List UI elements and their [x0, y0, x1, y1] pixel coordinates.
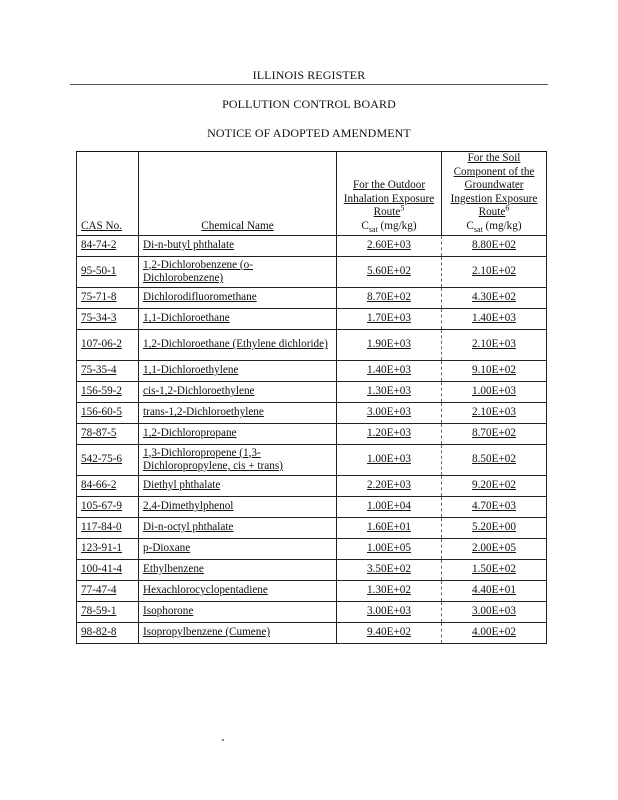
cell-cas — [77, 403, 139, 424]
cell-inhalation-value — [337, 560, 442, 581]
cell-cas-text: 105-67-9 — [81, 500, 123, 513]
table-row — [77, 361, 547, 382]
cell-inhalation-value — [337, 361, 442, 382]
cell-chemical-name-text: Di-n-octyl phthalate — [143, 521, 234, 534]
cell-inhalation-value — [337, 518, 442, 539]
cell-chemical-name-text: 1,2-Dichloroethane (Ethylene dichloride) — [143, 338, 328, 351]
table-row — [77, 424, 547, 445]
cell-groundwater-value — [442, 539, 547, 560]
cell-inhalation-value — [337, 623, 442, 644]
cell-inhalation-value-text: 3.50E+02 — [367, 563, 411, 576]
cell-inhalation-value — [337, 309, 442, 330]
cell-cas — [77, 445, 139, 476]
cell-cas-text: 156-60-5 — [81, 406, 123, 419]
cell-chemical-name-text: Isopropylbenzene (Cumene) — [143, 626, 271, 639]
cell-groundwater-value-text: 2.10E+03 — [472, 338, 516, 351]
table-row — [77, 476, 547, 497]
cell-cas — [77, 236, 139, 257]
cell-chemical-name — [139, 602, 337, 623]
chemical-table — [76, 151, 547, 644]
cell-groundwater-value-text: 8.50E+02 — [472, 453, 516, 466]
cell-chemical-name — [139, 518, 337, 539]
header-inhalation-unit: (mg/kg) — [377, 219, 417, 232]
cell-inhalation-value — [337, 403, 442, 424]
cell-groundwater-value-text: 2.00E+05 — [472, 542, 516, 555]
cell-inhalation-value — [337, 236, 442, 257]
cell-cas-text: 75-34-3 — [81, 312, 117, 325]
cell-chemical-name-text: 1,1-Dichloroethane — [143, 312, 230, 325]
cell-groundwater-value — [442, 309, 547, 330]
cell-groundwater-value-text: 4.30E+02 — [472, 291, 516, 304]
table-row — [77, 581, 547, 602]
cell-inhalation-value-text: 1.30E+03 — [367, 385, 411, 398]
table-row — [77, 539, 547, 560]
cell-groundwater-value-text: 8.80E+02 — [472, 239, 516, 252]
table-row — [77, 288, 547, 309]
cell-chemical-name — [139, 581, 337, 602]
cell-inhalation-value — [337, 424, 442, 445]
cell-groundwater-value — [442, 476, 547, 497]
table-row — [77, 560, 547, 581]
cell-groundwater-value-text: 4.00E+02 — [472, 626, 516, 639]
cell-inhalation-value-text: 3.00E+03 — [367, 605, 411, 618]
cell-cas-text: 78-59-1 — [81, 605, 117, 618]
cell-cas-text: 156-59-2 — [81, 385, 123, 398]
cell-inhalation-value-text: 1.60E+01 — [367, 521, 411, 534]
header-chemical-name: Chemical Name — [139, 152, 337, 236]
cell-cas — [77, 257, 139, 288]
cell-inhalation-value-text: 1.90E+03 — [367, 338, 411, 351]
cell-cas-text: 75-35-4 — [81, 364, 117, 377]
cell-inhalation-value-text: 1.30E+02 — [367, 584, 411, 597]
notice-title: NOTICE OF ADOPTED AMENDMENT — [207, 126, 411, 140]
header-groundwater-symbol-sub: sat — [473, 224, 483, 234]
cell-cas-text: 78-87-5 — [81, 427, 117, 440]
cell-cas-text: 95-50-1 — [81, 265, 117, 278]
header-inhalation-symbol-sub: sat — [368, 224, 378, 234]
cell-chemical-name-text: 1,2-Dichlorobenzene (o-Dichlorobenzene) — [143, 258, 253, 284]
cell-groundwater-value-text: 9.20E+02 — [472, 479, 516, 492]
cell-groundwater-value — [442, 403, 547, 424]
cell-cas-text: 100-41-4 — [81, 563, 123, 576]
header-inhalation — [337, 152, 442, 236]
table-row — [77, 257, 547, 288]
cell-groundwater-value — [442, 257, 547, 288]
cell-groundwater-value — [442, 382, 547, 403]
cell-groundwater-value — [442, 623, 547, 644]
board-name: POLLUTION CONTROL BOARD — [222, 97, 396, 111]
cell-groundwater-value — [442, 445, 547, 476]
header-groundwater-symbol: C — [466, 219, 474, 232]
cell-chemical-name-text: Hexachlorocyclopentadiene — [143, 584, 268, 597]
header-groundwater-unit: (mg/kg) — [482, 219, 522, 232]
cell-chemical-name — [139, 539, 337, 560]
header-cas: CAS No. — [77, 152, 139, 236]
header-inhalation-text: For the Outdoor Inhalation Exposure Route — [343, 179, 435, 218]
table-row — [77, 497, 547, 518]
cell-inhalation-value — [337, 288, 442, 309]
cell-inhalation-value-text: 8.70E+02 — [367, 291, 411, 304]
table-row — [77, 382, 547, 403]
cell-groundwater-value-text: 2.10E+02 — [472, 265, 516, 278]
cell-chemical-name-text: 1,3-Dichloropropene (1,3-Dichloropropylene, cis + trans) — [143, 446, 283, 472]
cell-groundwater-value-text: 3.00E+03 — [472, 605, 516, 618]
cell-groundwater-value-text: 1.40E+03 — [472, 312, 516, 325]
cell-cas-text: 117-84-0 — [81, 521, 122, 534]
cell-inhalation-value — [337, 382, 442, 403]
cell-inhalation-value — [337, 497, 442, 518]
cell-chemical-name — [139, 476, 337, 497]
cell-chemical-name-text: Di-n-butyl phthalate — [143, 239, 235, 252]
cell-chemical-name-text: Ethylbenzene — [143, 563, 204, 576]
cell-cas — [77, 602, 139, 623]
cell-cas — [77, 560, 139, 581]
cell-cas — [77, 309, 139, 330]
cell-chemical-name-text: p-Dioxane — [143, 542, 191, 555]
cell-chemical-name — [139, 403, 337, 424]
cell-chemical-name-text: cis-1,2-Dichloroethylene — [143, 385, 255, 398]
table-row — [77, 602, 547, 623]
cell-inhalation-value — [337, 476, 442, 497]
cell-cas — [77, 288, 139, 309]
cell-inhalation-value-text: 1.40E+03 — [367, 364, 411, 377]
cell-chemical-name-text: Dichlorodifluoromethane — [143, 291, 257, 304]
cell-cas — [77, 581, 139, 602]
cell-cas — [77, 361, 139, 382]
cell-groundwater-value-text: 2.10E+03 — [472, 406, 516, 419]
cell-cas — [77, 424, 139, 445]
header-inhalation-symbol: C — [361, 219, 369, 232]
table-row — [77, 330, 547, 361]
cell-groundwater-value — [442, 330, 547, 361]
cell-inhalation-value — [337, 445, 442, 476]
cell-chemical-name-text: 1,2-Dichloropropane — [143, 427, 237, 440]
header-inhalation-footnote: 5 — [400, 203, 405, 213]
cell-cas — [77, 518, 139, 539]
table-row — [77, 309, 547, 330]
cell-chemical-name — [139, 497, 337, 518]
cell-inhalation-value — [337, 602, 442, 623]
header-rule — [70, 84, 548, 85]
cell-cas — [77, 623, 139, 644]
cell-chemical-name — [139, 236, 337, 257]
cell-cas-text: 84-66-2 — [81, 479, 117, 492]
header-groundwater-text: For the Soil Component of the Groundwater Ingestion Exposure Route — [450, 152, 538, 218]
table-row — [77, 518, 547, 539]
cell-cas — [77, 330, 139, 361]
cell-groundwater-value — [442, 560, 547, 581]
table-row — [77, 623, 547, 644]
cell-cas-text: 542-75-6 — [81, 453, 123, 466]
cell-cas — [77, 382, 139, 403]
header-groundwater — [442, 152, 547, 236]
cell-groundwater-value — [442, 518, 547, 539]
cell-groundwater-value-text: 9.10E+02 — [472, 364, 516, 377]
cell-groundwater-value — [442, 497, 547, 518]
cell-chemical-name — [139, 257, 337, 288]
cell-chemical-name — [139, 361, 337, 382]
cell-inhalation-value-text: 3.00E+03 — [367, 406, 411, 419]
cell-cas-text: 107-06-2 — [81, 338, 123, 351]
cell-groundwater-value-text: 8.70E+02 — [472, 427, 516, 440]
cell-inhalation-value-text: 2.60E+03 — [367, 239, 411, 252]
cell-chemical-name — [139, 424, 337, 445]
cell-inhalation-value-text: 1.20E+03 — [367, 427, 411, 440]
cell-groundwater-value — [442, 581, 547, 602]
cell-groundwater-value-text: 4.70E+03 — [472, 500, 516, 513]
table-row — [77, 236, 547, 257]
cell-chemical-name-text: Diethyl phthalate — [143, 479, 221, 492]
cell-cas — [77, 497, 139, 518]
page-speck — [222, 739, 224, 741]
cell-groundwater-value — [442, 236, 547, 257]
register-title: ILLINOIS REGISTER — [252, 68, 366, 82]
cell-inhalation-value-text: 9.40E+02 — [367, 626, 411, 639]
cell-chemical-name — [139, 560, 337, 581]
cell-groundwater-value-text: 5.20E+00 — [472, 521, 516, 534]
cell-chemical-name — [139, 623, 337, 644]
table-row — [77, 445, 547, 476]
header-groundwater-footnote: 6 — [505, 203, 510, 213]
cell-groundwater-value — [442, 361, 547, 382]
cell-groundwater-value — [442, 288, 547, 309]
cell-inhalation-value-text: 1.00E+05 — [367, 542, 411, 555]
cell-cas — [77, 476, 139, 497]
cell-cas-text: 77-47-4 — [81, 584, 117, 597]
cell-chemical-name — [139, 309, 337, 330]
cell-inhalation-value-text: 1.00E+04 — [367, 500, 411, 513]
cell-cas-text: 84-74-2 — [81, 239, 117, 252]
cell-cas — [77, 539, 139, 560]
cell-inhalation-value-text: 2.20E+03 — [367, 479, 411, 492]
cell-cas-text: 123-91-1 — [81, 542, 123, 555]
cell-groundwater-value — [442, 424, 547, 445]
cell-inhalation-value-text: 1.70E+03 — [367, 312, 411, 325]
cell-inhalation-value — [337, 257, 442, 288]
cell-groundwater-value-text: 1.00E+03 — [472, 385, 516, 398]
cell-chemical-name — [139, 445, 337, 476]
cell-chemical-name-text: Isophorone — [143, 605, 194, 618]
cell-cas-text: 98-82-8 — [81, 626, 117, 639]
cell-cas-text: 75-71-8 — [81, 291, 117, 304]
table-header-row — [77, 152, 547, 236]
cell-chemical-name-text: 1,1-Dichloroethylene — [143, 364, 239, 377]
cell-inhalation-value — [337, 539, 442, 560]
cell-groundwater-value-text: 4.40E+01 — [472, 584, 516, 597]
cell-groundwater-value — [442, 602, 547, 623]
cell-chemical-name — [139, 330, 337, 361]
cell-inhalation-value — [337, 581, 442, 602]
table-body — [77, 236, 547, 644]
table-row — [77, 403, 547, 424]
cell-inhalation-value-text: 1.00E+03 — [367, 453, 411, 466]
cell-inhalation-value — [337, 330, 442, 361]
cell-chemical-name — [139, 382, 337, 403]
cell-chemical-name — [139, 288, 337, 309]
cell-chemical-name-text: trans-1,2-Dichloroethylene — [143, 406, 264, 419]
cell-inhalation-value-text: 5.60E+02 — [367, 265, 411, 278]
cell-chemical-name-text: 2,4-Dimethylphenol — [143, 500, 234, 513]
cell-groundwater-value-text: 1.50E+02 — [472, 563, 516, 576]
